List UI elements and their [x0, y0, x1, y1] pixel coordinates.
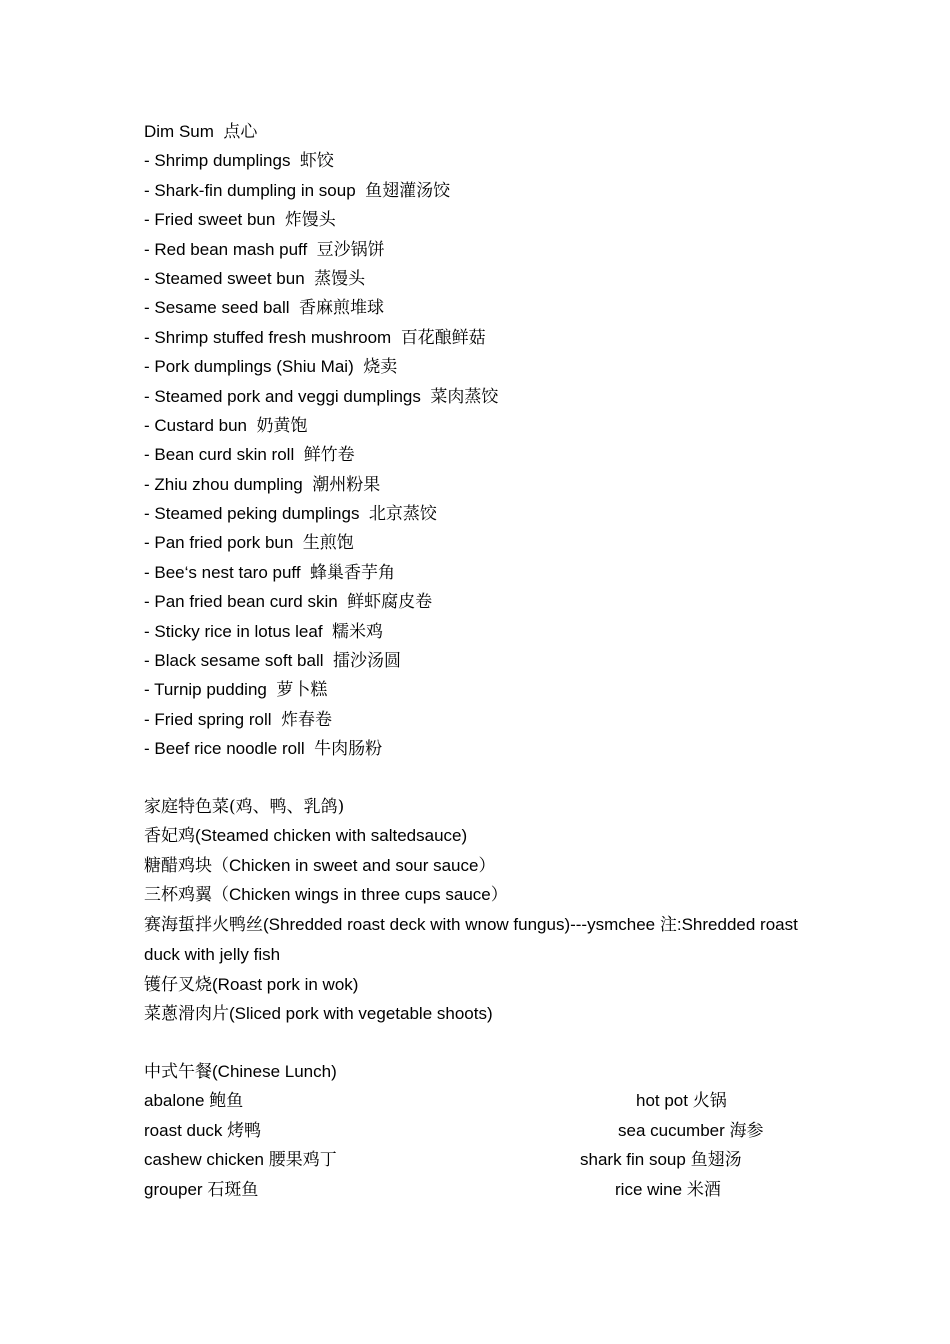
- lunch-item-zh: 烤鸭: [227, 1120, 262, 1141]
- dim-sum-item-en: - Steamed pork and veggi dumplings: [144, 386, 421, 406]
- dim-sum-item-zh: 北京蒸饺: [368, 504, 437, 525]
- family-item-en: （Chicken wings in three cups sauce）: [212, 885, 508, 905]
- dim-sum-item-zh: 擂沙汤圆: [332, 651, 401, 672]
- dim-sum-item-en: - Steamed peking dumplings: [144, 504, 360, 524]
- lunch-item-zh: 石斑鱼: [207, 1179, 259, 1200]
- lunch-item-zh: 鲍鱼: [209, 1091, 244, 1112]
- dim-sum-item-en: - Bean curd skin roll: [144, 445, 295, 465]
- dim-sum-item-en: - Custard bun: [144, 415, 247, 435]
- dim-sum-item: [144, 352, 844, 381]
- dim-sum-item-en: - Pan fried bean curd skin: [144, 592, 338, 612]
- dim-sum-item-zh: 鲜虾腐皮卷: [347, 592, 433, 613]
- lunch-left-item: [144, 1086, 243, 1116]
- family-item-zh: 糖醋鸡块: [144, 855, 212, 876]
- dim-sum-item-en: - Fried sweet bun: [144, 210, 276, 230]
- dim-sum-item: [144, 470, 844, 499]
- family-heading: [144, 792, 844, 821]
- dim-sum-item: [144, 205, 844, 234]
- dim-sum-item-en: - Black sesame soft ball: [144, 651, 324, 671]
- dim-sum-item-en: - Shrimp stuffed fresh mushroom: [144, 327, 392, 347]
- dim-sum-item-zh: 炸春卷: [281, 709, 332, 730]
- family-heading-zh: 家庭特色菜: [144, 797, 229, 817]
- dim-sum-item-zh: 鱼翅灌汤饺: [365, 180, 451, 201]
- dim-sum-item-en: - Steamed sweet bun: [144, 268, 305, 288]
- family-heading-paren: (鸡、鸭、乳鸽): [229, 797, 345, 817]
- family-item-en: (Shredded roast deck with wnow fungus)---ysmchee: [263, 914, 656, 934]
- lunch-right-item: [618, 1116, 764, 1146]
- family-item: [144, 851, 844, 880]
- family-item: [144, 880, 844, 909]
- dim-sum-item-zh: 烧卖: [363, 357, 398, 378]
- dim-sum-item-en: - Sticky rice in lotus leaf: [144, 621, 323, 641]
- dim-sum-heading: [144, 117, 844, 146]
- dim-sum-item-zh: 豆沙锅饼: [316, 239, 385, 260]
- dim-sum-item: [144, 235, 844, 264]
- dim-sum-item: [144, 558, 844, 587]
- lunch-item-en: cashew chicken: [144, 1150, 265, 1170]
- family-section: [144, 792, 844, 1028]
- family-item: [144, 999, 844, 1028]
- lunch-left-item: [144, 1175, 258, 1205]
- lunch-right-item: [615, 1175, 721, 1205]
- dim-sum-item: [144, 264, 844, 293]
- dim-sum-item-zh: 香麻煎堆球: [298, 298, 384, 319]
- lunch-item-en: abalone: [144, 1091, 205, 1111]
- dim-sum-item-zh: 萝卜糕: [276, 680, 328, 701]
- family-item-note-en: :Shredded roast duck with jelly fish: [144, 914, 798, 964]
- lunch-item-zh: 火锅: [692, 1091, 727, 1112]
- dim-sum-item: [144, 293, 844, 322]
- dim-sum-item-zh: 鲜竹卷: [303, 445, 355, 466]
- lunch-row: [144, 1086, 844, 1115]
- dim-sum-item-zh: 牛肉肠粉: [314, 739, 383, 760]
- family-item: [144, 970, 844, 999]
- lunch-row: [144, 1145, 844, 1174]
- lunch-left-item: [144, 1145, 337, 1175]
- dim-sum-item: [144, 411, 844, 440]
- dim-sum-item-en: - Red bean mash puff: [144, 239, 308, 259]
- dim-sum-item: [144, 528, 844, 557]
- family-item-en: （Chicken in sweet and sour sauce）: [212, 855, 496, 875]
- lunch-item-zh: 海参: [729, 1120, 764, 1141]
- family-item: [144, 821, 844, 850]
- family-item-en: (Roast pork in wok): [212, 974, 359, 994]
- lunch-right-item: [580, 1145, 742, 1175]
- dim-sum-item: [144, 323, 844, 352]
- dim-sum-item-en: - Fried spring roll: [144, 709, 272, 729]
- dim-sum-item: [144, 176, 844, 205]
- lunch-item-en: rice wine: [615, 1179, 683, 1199]
- lunch-row: [144, 1116, 844, 1145]
- dim-sum-item-en: - Sesame seed ball: [144, 298, 290, 318]
- dim-sum-item-en: - Bee‘s nest taro puff: [144, 562, 301, 582]
- lunch-item-en: sea cucumber: [618, 1120, 725, 1140]
- lunch-item-en: grouper: [144, 1179, 203, 1199]
- lunch-right-item: [636, 1086, 727, 1116]
- lunch-row: [144, 1175, 844, 1204]
- dim-sum-item: [144, 382, 844, 411]
- dim-sum-item-zh: 潮州粉果: [312, 474, 381, 495]
- dim-sum-item-zh: 糯米鸡: [332, 621, 384, 642]
- family-item-note-zh: 注: [659, 914, 677, 935]
- dim-sum-section: [144, 117, 844, 764]
- dim-sum-item-zh: 炸馒头: [284, 210, 336, 231]
- lunch-item-en: roast duck: [144, 1120, 223, 1140]
- dim-sum-item: [144, 675, 844, 704]
- dim-sum-item: [144, 705, 844, 734]
- dim-sum-item-en: - Pork dumplings (Shiu Mai): [144, 357, 354, 377]
- dim-sum-item: [144, 499, 844, 528]
- dim-sum-item-en: - Beef rice noodle roll: [144, 739, 305, 759]
- dim-sum-item: [144, 146, 844, 175]
- lunch-heading-en: (Chinese Lunch): [212, 1062, 337, 1081]
- dim-sum-item-en: - Shark-fin dumpling in soup: [144, 180, 356, 200]
- dim-sum-item: [144, 440, 844, 469]
- dim-sum-item-en: - Turnip pudding: [144, 680, 267, 700]
- family-item-zh: 三杯鸡翼: [144, 885, 212, 906]
- lunch-heading: [144, 1057, 844, 1086]
- dim-sum-item: [144, 734, 844, 763]
- family-item: [144, 910, 824, 970]
- dim-sum-list: [144, 146, 844, 763]
- dim-sum-item-en: - Zhiu zhou dumpling: [144, 474, 303, 494]
- lunch-item-en: hot pot: [636, 1091, 688, 1111]
- dim-sum-item-zh: 蜂巢香芋角: [310, 562, 396, 583]
- dim-sum-item-zh: 虾饺: [299, 151, 334, 172]
- dim-sum-item-zh: 生煎饱: [302, 533, 354, 554]
- dim-sum-item-en: - Pan fried pork bun: [144, 533, 294, 553]
- dim-sum-item-zh: 蒸馒头: [314, 268, 366, 289]
- lunch-item-zh: 米酒: [686, 1179, 721, 1200]
- dim-sum-item: [144, 646, 844, 675]
- dim-sum-heading-zh: 点心: [223, 122, 258, 142]
- lunch-item-zh: 腰果鸡丁: [268, 1150, 337, 1171]
- lunch-item-en: shark fin soup: [580, 1150, 686, 1170]
- dim-sum-item: [144, 617, 844, 646]
- family-item-zh: 香妃鸡: [144, 826, 195, 847]
- dim-sum-item: [144, 587, 844, 616]
- dim-sum-heading-en: Dim Sum: [144, 122, 214, 141]
- lunch-left-item: [144, 1116, 261, 1146]
- lunch-heading-zh: 中式午餐: [144, 1062, 212, 1082]
- family-item-zh: 菜蔥滑肉片: [144, 1003, 229, 1024]
- family-item-zh: 镬仔叉烧: [144, 974, 212, 995]
- dim-sum-item-en: - Shrimp dumplings: [144, 151, 291, 171]
- dim-sum-item-zh: 菜肉蒸饺: [430, 386, 499, 407]
- lunch-section: [144, 1057, 844, 1204]
- family-item-zh: 赛海蜇拌火鸭丝: [144, 914, 263, 935]
- dim-sum-item-zh: 百花酿鲜菇: [400, 327, 486, 348]
- dim-sum-item-zh: 奶黄饱: [256, 415, 308, 436]
- lunch-item-zh: 鱼翅汤: [690, 1150, 742, 1171]
- family-item-en: (Steamed chicken with saltedsauce): [195, 826, 468, 846]
- family-item-en: (Sliced pork with vegetable shoots): [229, 1003, 493, 1023]
